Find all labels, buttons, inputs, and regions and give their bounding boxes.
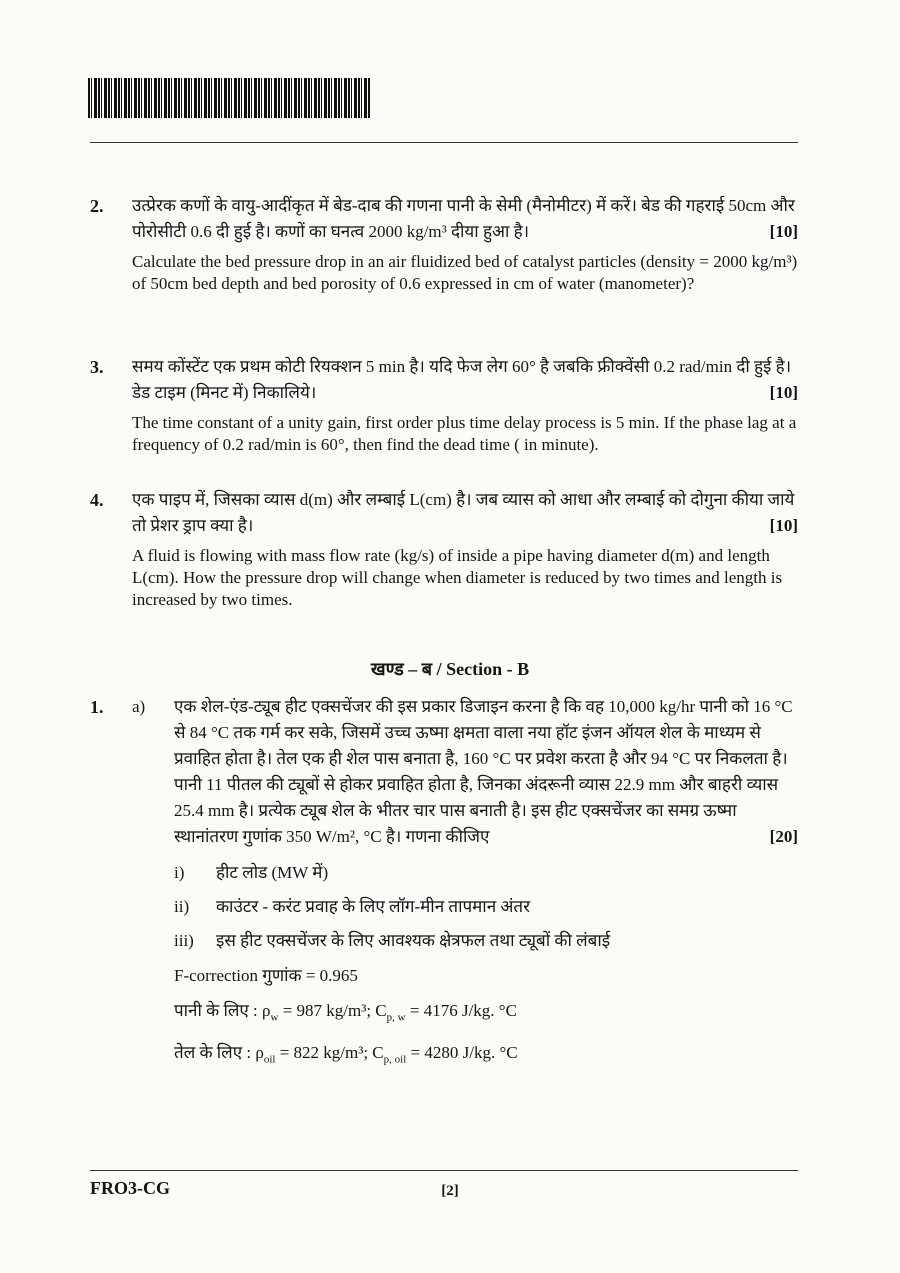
question-number: 4. (90, 490, 104, 510)
question-hindi-text: एक पाइप में, जिसका व्यास d(m) और लम्बाई L(cm) है। जब व्यास को आधा और लम्बाई को दोगुना कीया जाये तो प्रेशर ड्राप क्या है। [10] (132, 487, 798, 539)
paper-code: FRO3-CG (90, 1178, 170, 1198)
question-english-text: Calculate the bed pressure drop in an air fluidized bed of catalyst particles (density = 2000 kg/m³) of 50cm bed depth and bed porosity of 0.6 expressed in cm of water (manometer)? (132, 252, 798, 293)
sub-items-list (174, 856, 798, 958)
question-hindi-text: उत्प्रेरक कणों के वायु-आदींकृत में बेड-दाब की गणना पानी के सेमी (मैनोमीटर) में करें। बेड की गहराई 50cm और पोरोसीटी 0.6 दी हुई है। कणों का घनत्व 2000 kg/m³ दीया हुआ है। [10] (132, 193, 798, 245)
marks: [20] (769, 827, 798, 846)
sub-question-label: a) (132, 697, 146, 716)
question-number: 2. (90, 196, 104, 216)
question-hindi-text: एक शेल-एंड-ट्यूब हीट एक्सचेंजर की इस प्रकार डिजाइन करना है कि वह 10,000 kg/hr पानी को 16 °C से 84 °C तक गर्म कर सके, जिसमें उच्च ऊष्मा क्षमता वाला नया हॉट इंजन ऑयल शेल के माध्यम से प्रवाहित होता है। तेल एक ही शेल पास बनाता है, 160 °C पर प्रवेश करता है और 94 °C पर निकलता है। पानी 11 पीतल की ट्यूबों से होकर प्रवाहित होता है, जिनका अंदरूनी व्यास 22.9 mm और बाहरी व्यास 25.4 mm है। प्रत्येक ट्यूब शेल के भीतर चार पास बनाती है। इस हीट एक्सचेंजर का समग्र ऊष्मा स्थानांतरण गुणांक 350 W/m², °C है। गणना कीजिए [20] (174, 694, 798, 850)
top-divider (90, 142, 798, 143)
marks: [10] (769, 516, 798, 535)
question-english-text: A fluid is flowing with mass flow rate (kg/s) of inside a pipe having diameter d(m) and length L(cm). How the pressure drop will change when diameter is reduced by two times and length is increased by two times. (132, 546, 783, 609)
water-properties-line: पानी के लिए : $\rho_w = 987$ kg/m³; $C_{p, w} = 4176$ J/kg. °C (174, 1001, 517, 1024)
oil-properties-line: तेल के लिए : $\rho_{oil} = 822$ kg/m³; $C_{p, oil} = 4280$ J/kg. °C (174, 1043, 518, 1066)
marks: [10] (769, 383, 798, 402)
page-number: [2] (441, 1183, 459, 1199)
section-title: खण्ड – ब / Section - B (370, 659, 530, 679)
marks: [10] (769, 222, 798, 241)
question-body (132, 354, 798, 456)
question-body (132, 193, 798, 295)
question-body (174, 694, 798, 1078)
list-item: ii) काउंटर - करंट प्रवाह के लिए लॉग-मीन तापमान अंतर (174, 897, 531, 916)
list-item: i) हीट लोड (MW में) (174, 863, 329, 882)
list-item: iii) इस हीट एक्सचेंजर के लिए आवश्यक क्षेत्रफल तथा ट्यूबों की लंबाई (174, 931, 611, 950)
bottom-divider (90, 1170, 798, 1171)
question-number: 3. (90, 357, 104, 377)
question-english-text: The time constant of a unity gain, first order plus time delay process is 5 min. If the phase lag at a frequency of 0.2 rad/min is 60°, then find the dead time ( in minute). (132, 413, 797, 454)
f-correction-line: F-correction गुणांक = 0.965 (174, 966, 358, 985)
question-number: 1. (90, 697, 104, 717)
barcode (88, 78, 370, 118)
question-hindi-text: समय कोंस्टेंट एक प्रथम कोटी रियक्शन 5 min है। यदि फेज लेग 60° है जबकि फ्रीक्वेंसी 0.2 rad/min दी हुई है। डेड टाइम (मिनट में) निकालिये। [10] (132, 354, 798, 406)
question-body (132, 487, 798, 611)
